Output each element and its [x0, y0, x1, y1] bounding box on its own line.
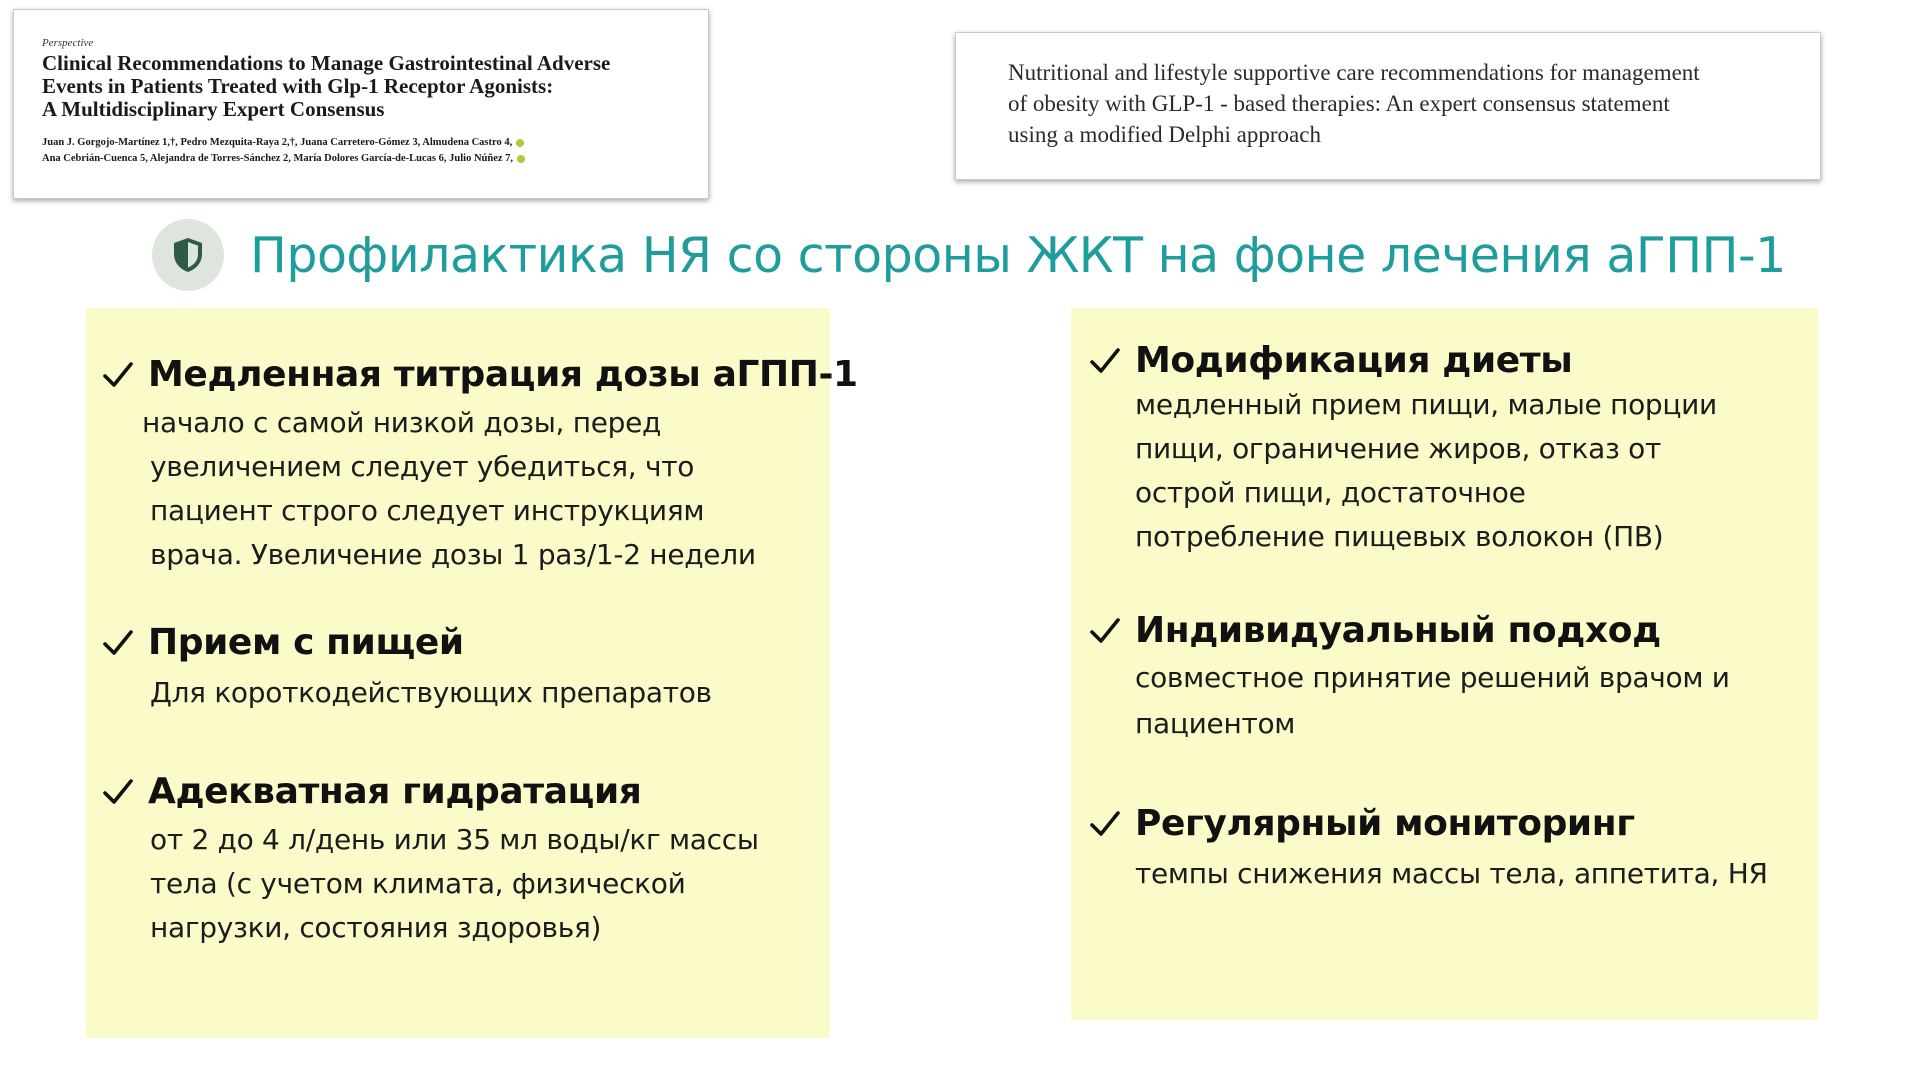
reference-card-1	[13, 9, 709, 199]
reference-1-authors	[42, 135, 680, 167]
description-line: медленный прием пищи, малые порции	[1135, 388, 1717, 421]
recommendation-title: Прием с пищей	[148, 622, 464, 663]
slide-title: Профилактика НЯ со стороны ЖКТ на фоне лечения аГПП-1	[250, 226, 1786, 284]
description-line: потребление пищевых волокон (ПВ)	[1135, 520, 1664, 553]
description-line: темпы снижения массы тела, аппетита, НЯ	[1135, 857, 1768, 890]
recommendation-monitoring	[1071, 803, 1818, 896]
recommendation-heading	[86, 354, 858, 395]
recommendation-title: Индивидуальный подход	[1135, 610, 1661, 651]
reference-2-title-line: of obesity with GLP-1 - based therapies: An expert consensus statement	[1008, 91, 1670, 116]
checkmark-icon	[102, 628, 142, 658]
description-line: совместное принятие решений врачом и	[1135, 661, 1730, 694]
recommendation-title: Модификация диеты	[1135, 340, 1573, 381]
recommendation-description	[86, 401, 830, 577]
reference-2-title-line: Nutritional and lifestyle supportive care recommendations for management	[1008, 60, 1700, 85]
recommendation-hydration	[86, 771, 830, 950]
recommendation-heading	[1071, 803, 1818, 844]
reference-card-2	[955, 32, 1821, 180]
reference-1-authors-line	[42, 151, 680, 167]
shield-badge	[152, 219, 224, 291]
description-line: от 2 до 4 л/день или 35 мл воды/кг массы	[150, 823, 759, 856]
recommendation-with-food	[86, 622, 830, 715]
recommendation-heading	[1071, 340, 1818, 381]
reference-1-authors-line	[42, 135, 680, 151]
authors-text: Juan J. Gorgojo-Martínez 1,†, Pedro Mezquita-Raya 2,†, Juana Carretero-Gómez 3, Almudena Castro 4,	[42, 137, 513, 148]
reference-1-title-line: A Multidisciplinary Expert Consensus	[42, 97, 385, 121]
description-line: тела (с учетом климата, физической	[150, 867, 686, 900]
recommendation-description	[1071, 383, 1818, 559]
orcid-icon	[517, 155, 525, 163]
shield-icon	[171, 236, 205, 274]
reference-1-title-line: Events in Patients Treated with Glp-1 Receptor Agonists:	[42, 74, 554, 98]
recommendation-dose-titration	[86, 354, 858, 577]
recommendation-description	[86, 818, 830, 950]
description-line: начало с самой низкой дозы, перед	[142, 406, 662, 439]
description-line: пациентом	[1135, 707, 1296, 740]
recommendation-diet	[1071, 340, 1818, 559]
description-line: врача. Увеличение дозы 1 раз/1-2 недели	[150, 538, 756, 571]
title-row	[152, 217, 1786, 293]
reference-1-title	[42, 52, 680, 121]
reference-2-title	[1008, 57, 1774, 150]
checkmark-icon	[1089, 346, 1129, 376]
checkmark-icon	[1089, 809, 1129, 839]
authors-text: Ana Cebrián-Cuenca 5, Alejandra de Torres-Sánchez 2, María Dolores García-de-Lucas 6, Julio Núñez 7,	[42, 153, 514, 164]
right-panel	[1071, 308, 1818, 1020]
orcid-icon	[516, 139, 524, 147]
recommendation-individual	[1071, 610, 1818, 747]
description-line: Для короткодействующих препаратов	[150, 676, 712, 709]
recommendation-title: Медленная титрация дозы аГПП-1	[148, 354, 858, 395]
description-line: увеличением следует убедиться, что	[150, 450, 695, 483]
recommendation-heading	[86, 622, 830, 663]
recommendation-heading	[86, 771, 830, 812]
description-line: нагрузки, состояния здоровья)	[150, 911, 602, 944]
recommendation-description	[86, 671, 830, 715]
checkmark-icon	[102, 777, 142, 807]
reference-2-title-line: using a modified Delphi approach	[1008, 122, 1321, 147]
recommendation-title: Регулярный мониторинг	[1135, 803, 1635, 844]
description-line: острой пищи, достаточное	[1135, 476, 1526, 509]
checkmark-icon	[102, 360, 142, 390]
description-line: пациент строго следует инструкциям	[150, 494, 705, 527]
recommendation-description	[1071, 655, 1818, 747]
article-type-label: Perspective	[42, 37, 94, 49]
description-line: пищи, ограничение жиров, отказ от	[1135, 432, 1662, 465]
reference-1-title-line: Clinical Recommendations to Manage Gastrointestinal Adverse	[42, 51, 611, 75]
recommendation-heading	[1071, 610, 1818, 651]
recommendation-title: Адекватная гидратация	[148, 771, 642, 812]
left-panel	[86, 308, 858, 1038]
recommendation-description	[1071, 852, 1818, 896]
checkmark-icon	[1089, 616, 1129, 646]
